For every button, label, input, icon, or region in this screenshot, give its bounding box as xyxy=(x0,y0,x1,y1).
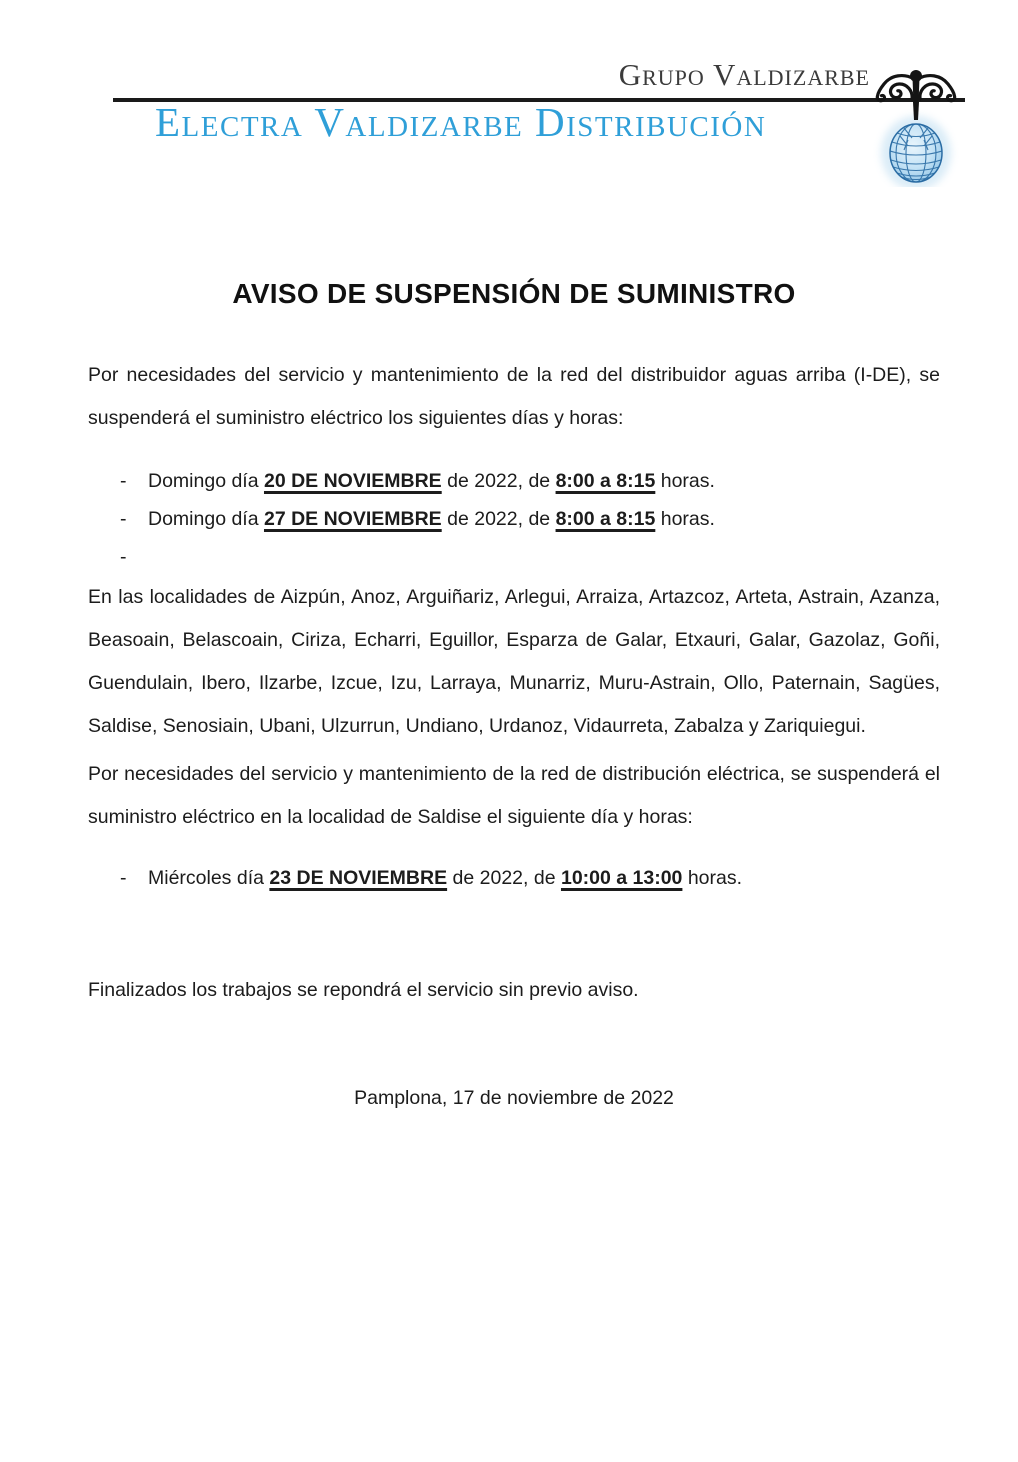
outage-item xyxy=(88,859,940,897)
group-name: Grupo Valdizarbe xyxy=(618,57,870,92)
outage-item-text xyxy=(148,859,940,897)
letterhead xyxy=(0,0,1018,215)
intro-paragraph: Por necesidades del servicio y mantenimiento de la red del distribuidor aguas arriba (I-DE), se suspenderá el suministro eléctrico los siguientes días y horas: xyxy=(88,364,940,429)
localities-paragraph: En las localidades de Aizpún, Anoz, Arguiñariz, Arlegui, Arraiza, Artazcoz, Arteta, Astrain, Azanza, Beasoain, Belascoain, Ciriza, Echarri, Eguillor, Esparza de Galar, Etxauri, Galar, Gazolaz, Goñi, Guendulain, Ibero, Ilzarbe, Izcue, Izu, Larraya, Munarriz, Muru-Astrain, Ollo, Paternain, Sagües, Saldise, Senosiain, Ubani, Ulzurrun, Undiano, Urdanoz, Vidaurreta, Zabalza y Zariquiegui. xyxy=(88,586,940,737)
notice-body xyxy=(0,277,1018,1120)
bullet-dash: - xyxy=(120,546,127,568)
date-emphasis: 23 DE NOVIEMBRE xyxy=(269,867,448,889)
bullet-dash: - xyxy=(120,508,127,530)
closing-paragraph: Finalizados los trabajos se repondrá el servicio sin previo aviso. xyxy=(88,979,639,1001)
outage-item xyxy=(88,500,940,538)
street-lamp-icon xyxy=(856,62,976,187)
notice-title: AVISO DE SUSPENSIÓN DE SUMINISTRO xyxy=(232,278,796,309)
outage-item-text xyxy=(148,538,940,576)
text-segment: Domingo día xyxy=(148,470,264,492)
bullet-dash: - xyxy=(120,867,127,889)
outage-list xyxy=(88,462,940,576)
saldise-outage-list xyxy=(88,859,940,897)
outage-item xyxy=(88,462,940,500)
text-segment: de 2022, de xyxy=(447,867,561,889)
outage-item-empty xyxy=(88,538,940,576)
time-emphasis: 10:00 a 13:00 xyxy=(560,867,683,889)
outage-item-text xyxy=(148,500,940,538)
time-emphasis: 8:00 a 8:15 xyxy=(555,508,656,530)
text-segment: de 2022, de xyxy=(441,470,556,492)
text-segment: Domingo día xyxy=(148,508,264,530)
dateline: Pamplona, 17 de noviembre de 2022 xyxy=(354,1087,674,1109)
time-emphasis: 8:00 a 8:15 xyxy=(555,470,656,492)
text-segment: horas. xyxy=(682,867,743,889)
text-segment: de 2022, de xyxy=(441,508,556,530)
second-intro-paragraph: Por necesidades del servicio y mantenimiento de la red de distribución eléctrica, se suspenderá el suministro eléctrico en la localidad de Saldise el siguiente día y horas: xyxy=(88,763,940,828)
outage-item-text xyxy=(148,462,940,500)
text-segment: horas. xyxy=(655,508,715,530)
date-emphasis: 27 DE NOVIEMBRE xyxy=(263,508,442,530)
text-segment: horas. xyxy=(655,470,715,492)
text-segment: Miércoles día xyxy=(148,867,270,889)
date-emphasis: 20 DE NOVIEMBRE xyxy=(263,470,442,492)
company-name: Electra Valdizarbe Distribución xyxy=(155,99,767,145)
bullet-dash: - xyxy=(120,470,127,492)
